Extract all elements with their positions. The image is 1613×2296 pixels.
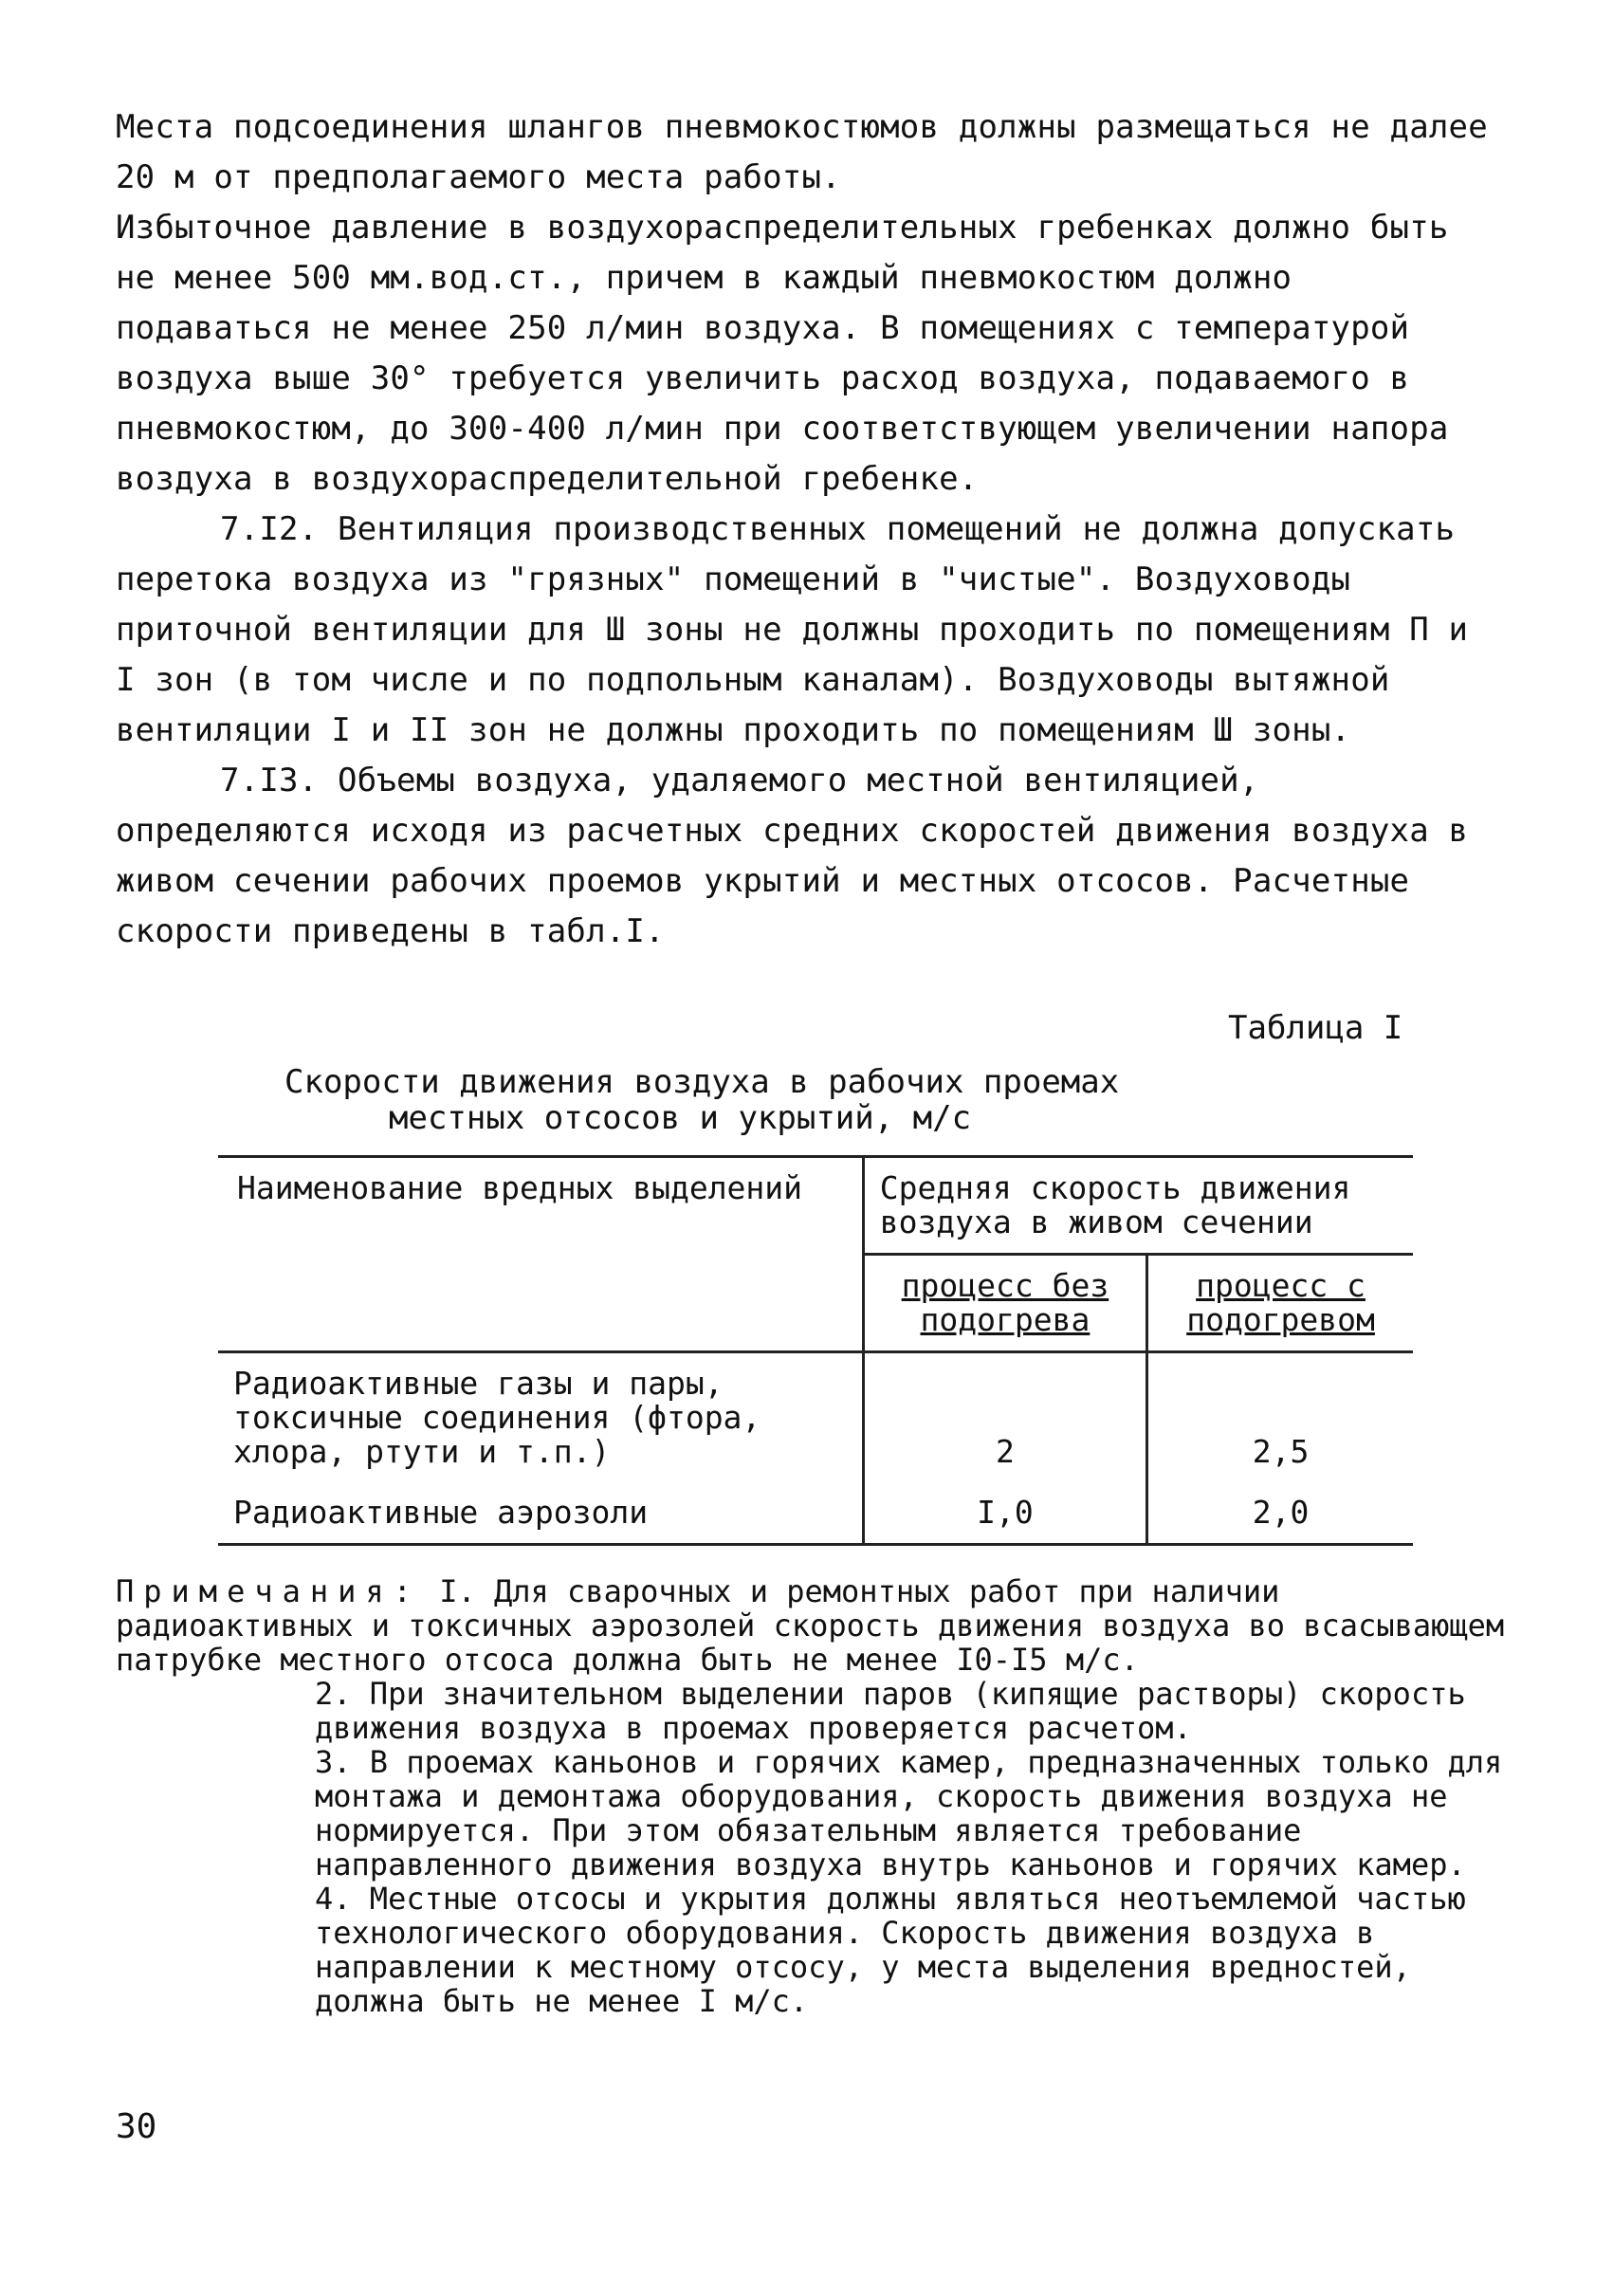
table-row (218, 1352, 1413, 1483)
velocity-table (218, 1155, 1413, 1546)
table-header-with-heating: процесс с подогревом (1147, 1255, 1413, 1352)
note-item-2: 2. При значительном выделении паров (кипящие растворы) скорость движения воздуха в проемах проверяется расчетом. (315, 1676, 1466, 1746)
table-header-name: Наименование вредных выделений (218, 1157, 863, 1352)
table-cell-without-heating: 2 (863, 1352, 1146, 1483)
note-first-line (116, 1574, 1519, 1677)
table-cell-with-heating: 2,0 (1147, 1482, 1413, 1545)
table-cell-name: Радиоактивные газы и пары, токсичные соединения (фтора, хлора, ртути и т.п.) (233, 1365, 761, 1470)
notes (116, 1574, 1519, 2018)
table-row (218, 1482, 1413, 1545)
note-item-4: 4. Местные отсосы и укрытия должны являться неотъемлемой частью технологического оборудования. Скорость движения воздуха в направлении к местному отсосу, у места выделения вредностей, должна быть не менее I м/с. (315, 1881, 1466, 2019)
page-number: 30 (116, 2107, 157, 2146)
paragraph-pressure: Избыточное давление в воздухораспределительных гребенках должно быть не менее 500 мм.вод.ст., причем в каждый пневмокостюм должно подаваться не менее 250 л/мин воздуха. В помещениях с температурой воздуха выше 30° требуется увеличить расход воздуха, подаваемого в пневмокостюм, до 300-400 л/мин при соответствующем увеличении напора воздуха в воздухораспределительной гребенке. (116, 209, 1449, 498)
table-cell-without-heating: I,0 (863, 1482, 1146, 1545)
table-title (284, 1064, 1214, 1136)
body-text (116, 102, 1500, 957)
table-cell-with-heating: 2,5 (1147, 1352, 1413, 1483)
note-item-3: 3. В проемах каньонов и горячих камер, предназначенных только для монтажа и демонтажа оборудования, скорость движения воздуха не нормируется. При этом обязательным является требование направленного движения воздуха внутрь каньонов и горячих камер. (315, 1744, 1503, 1883)
paragraph-hoses: Места подсоединения шлангов пневмокостюмов должны размещаться не далее 20 м от предполагаемого места работы. (116, 108, 1488, 196)
paragraph-7-12: 7.I2. Вентиляция производственных помещений не должна допускать перетока воздуха из "грязных" помещений в "чистые". Воздуховоды приточной вентиляции для Ш зоны не должны проходить по помещениям П и I зон (в том числе и по подпольным каналам). Воздуховоды вытяжной вентиляции I и II зон не должны проходить по помещениям Ш зоны. (116, 510, 1469, 749)
paragraph-7-13: 7.I3. Объемы воздуха, удаляемого местной вентиляцией, определяются исходя из расчетных средних скоростей движения воздуха в живом сечении рабочих проемов укрытий и местных отсосов. Расчетные скорости приведены в табл.I. (116, 762, 1469, 950)
table-header-without-heating: процесс без подогрева (863, 1255, 1146, 1352)
table-title-line-2: местных отсосов и укрытий, м/с (389, 1099, 972, 1137)
table-cell-name: Радиоактивные аэрозоли (218, 1482, 863, 1545)
table-label: Таблица I (1228, 1009, 1403, 1047)
note-item-1: I. Для сварочных и ремонтных работ при наличии радиоактивных и токсичных аэрозолей скорость движения воздуха во всасывающем патрубке местного отсоса должна быть не менее I0-I5 м/с. (116, 1573, 1505, 1678)
table-header-group: Средняя скорость движения воздуха в живом сечении (863, 1157, 1413, 1255)
notes-heading: Примечания: (116, 1573, 421, 1609)
table-title-line-1: Скорости движения воздуха в рабочих проемах (284, 1063, 1120, 1101)
